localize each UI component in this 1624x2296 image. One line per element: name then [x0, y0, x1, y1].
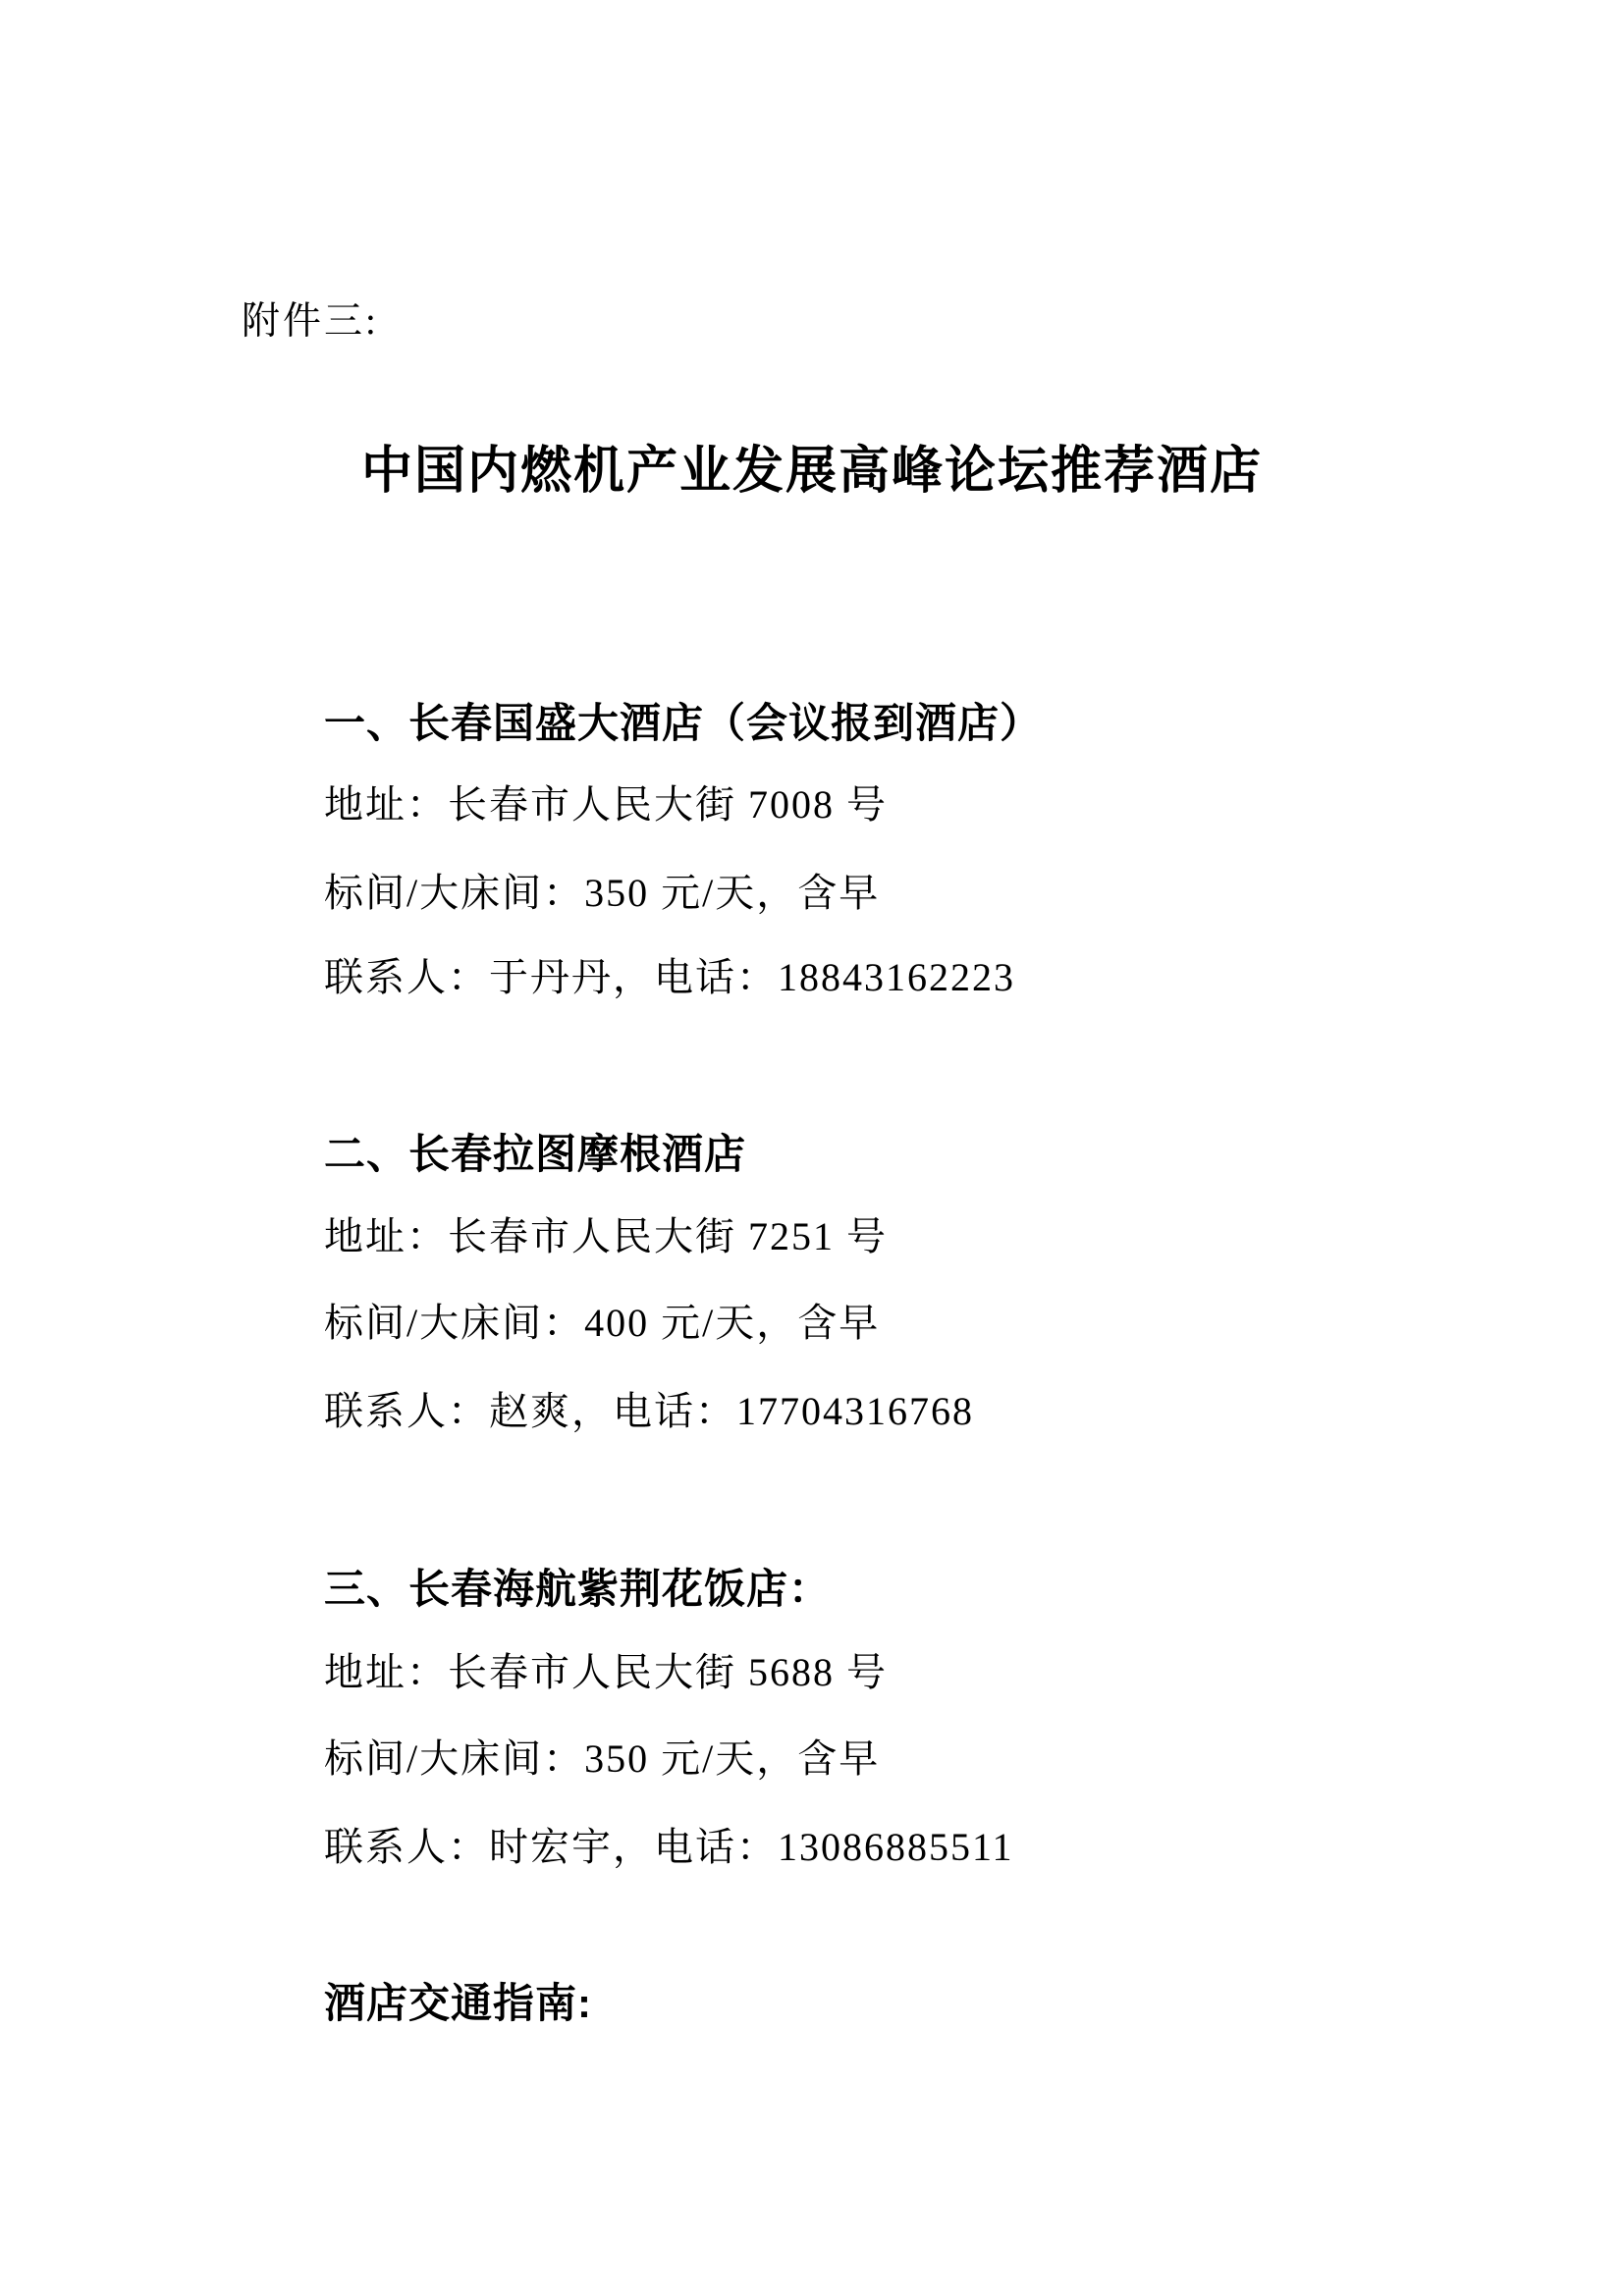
section-1-address-line: 地址：长春市人民大街 7008 号 [324, 782, 888, 827]
section-2-address-line: 地址：长春市人民大街 7251 号 [324, 1214, 888, 1258]
section-3-heading: 三、长春海航紫荆花饭店： [324, 1566, 832, 1612]
document-title: 中国内燃机产业发展高峰论坛推荐酒店 [360, 444, 1263, 500]
section-2-price-line: 标间/大床间：400 元/天，含早 [324, 1301, 881, 1345]
section-1-contact-line: 联系人：于丹丹，电话：18843162223 [324, 955, 1015, 999]
section-2-contact-line: 联系人：赵爽，电话：17704316768 [324, 1389, 974, 1433]
section-3-contact-line: 联系人：时宏宇，电话：13086885511 [324, 1825, 1014, 1869]
section-1-price-line: 标间/大床间：350 元/天，含早 [324, 871, 881, 915]
attachment-label: 附件三: [242, 300, 379, 343]
section-1-heading: 一、长春国盛大酒店（会议报到酒店） [324, 700, 1043, 746]
section-3-address-line: 地址：长春市人民大街 5688 号 [324, 1650, 888, 1694]
transport-guide-heading: 酒店交通指南: [324, 1980, 592, 2026]
section-2-heading: 二、长春拉图摩根酒店 [324, 1131, 747, 1177]
section-3-price-line: 标间/大床间：350 元/天，含早 [324, 1736, 881, 1781]
